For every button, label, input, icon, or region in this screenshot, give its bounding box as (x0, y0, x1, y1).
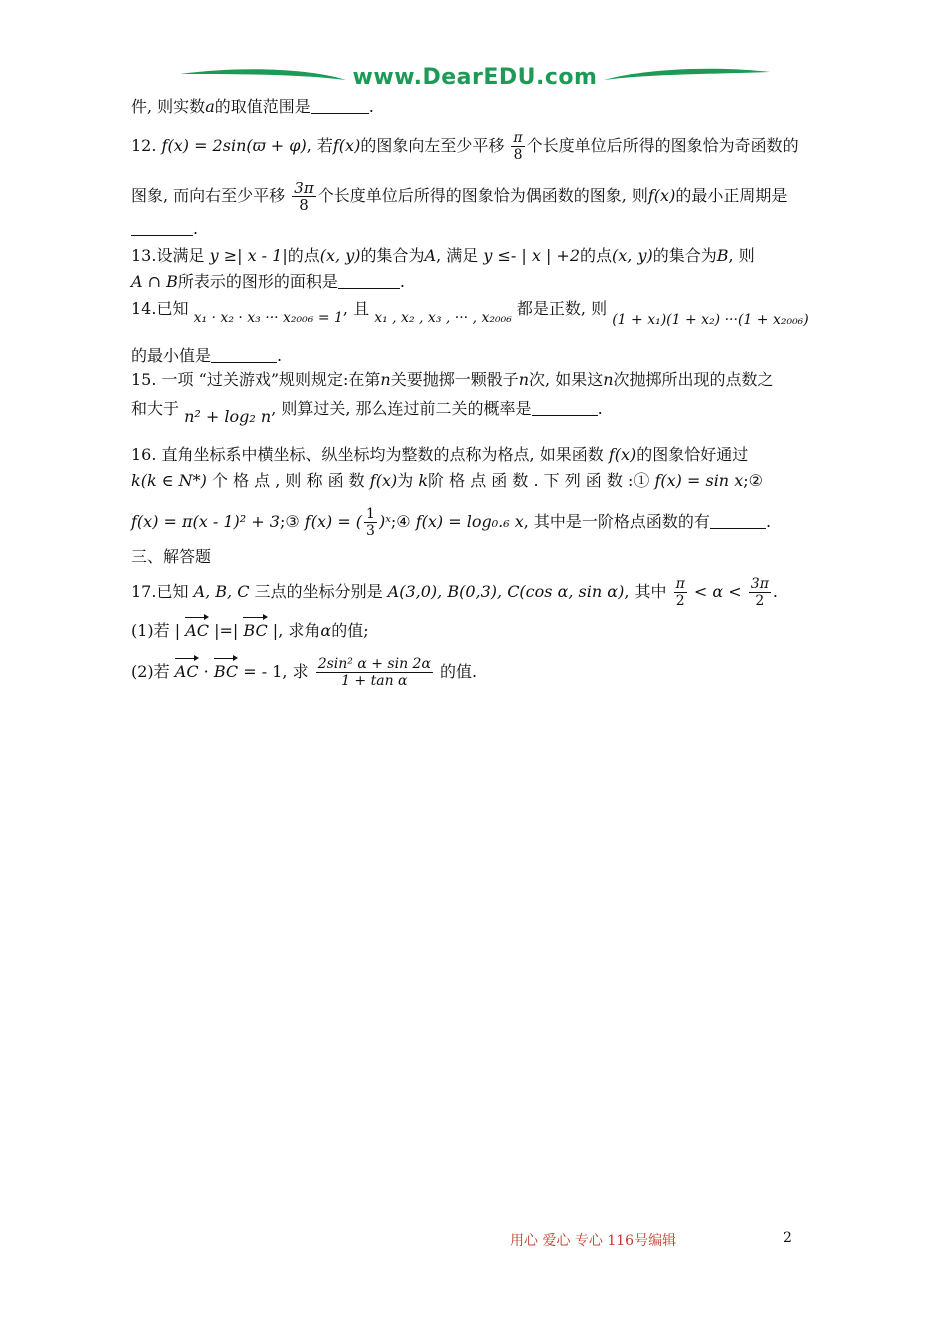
q16-line2 (131, 470, 763, 492)
text: 和大于 (131, 399, 180, 418)
fx: f(x) (369, 471, 398, 490)
fraction-expression (316, 656, 433, 689)
angle-alpha: α (320, 621, 332, 640)
text: 的最小值是 (131, 346, 212, 365)
text: , 其中是一阶格点函数的有 (523, 512, 710, 531)
function-4: f(x) = log₀.₆ x (415, 512, 524, 531)
numerator: 2sin² α + sin 2α (317, 656, 431, 672)
text: 件, 则实数 (131, 97, 206, 116)
coordinates: A(3,0), B(0,3), C(cos α, sin α) (387, 582, 625, 601)
text: 图象, 而向右至少平移 (131, 186, 286, 205)
text: 直角坐标系中横坐标、纵坐标均为整数的点称为格点, 如果函数 (161, 445, 604, 464)
points: A, B, C (193, 582, 250, 601)
inequality: < α < (693, 582, 742, 601)
question-number: 14. (131, 299, 157, 318)
numerator: π (675, 576, 685, 592)
text: 个长度单位后所得的图象恰为奇函数的 (526, 136, 799, 155)
fraction-one-third (364, 506, 377, 539)
text: . (597, 399, 603, 418)
text: 所表示的图形的面积是 (177, 272, 338, 291)
answer-blank (131, 221, 193, 236)
text: 已知 (156, 299, 189, 318)
text: 的集合为 (652, 246, 717, 265)
product-expression: x₁ · x₂ · x₃ ··· x₂₀₀₆ = 1 (193, 310, 343, 326)
text: 的取值范围是 (214, 97, 311, 116)
text: , 求 (282, 662, 309, 681)
sequence-expression: x₁ , x₂ , x₃ , ··· , x₂₀₀₆ (374, 310, 512, 326)
site-header (178, 62, 772, 94)
inequality-2: y ≤- | x | +2 (483, 246, 581, 265)
text: 的集合为 (360, 246, 425, 265)
text: , 求角 (278, 621, 321, 640)
q12-line2 (131, 180, 787, 213)
part-label: (2)若 (131, 662, 170, 681)
text: 次抛掷所出现的点数之 (613, 370, 774, 389)
denominator: 2 (675, 593, 685, 609)
text: . (368, 97, 374, 116)
text: 设满足 (156, 246, 205, 265)
denominator: 8 (299, 196, 309, 214)
text: 的最小正周期是 (675, 186, 788, 205)
equality: |=| (214, 621, 239, 640)
text: . (399, 272, 405, 291)
numerator: 3π (294, 179, 314, 197)
text: , 其中 (624, 582, 667, 601)
answer-blank (311, 99, 369, 114)
text: 的图象向左至少平移 (360, 136, 505, 155)
function-3-part: )ˣ (378, 512, 391, 531)
q11-tail (131, 96, 374, 118)
function-expression: f(x) = 2sin(ϖ + φ) (161, 136, 307, 155)
fx: f(x) (608, 445, 637, 464)
fx: f(x) (332, 136, 361, 155)
set-b: B (716, 246, 729, 265)
variable-n: n (518, 370, 530, 389)
q15-line1 (131, 369, 774, 391)
variable-a: a (205, 97, 215, 116)
question-number: 16. (131, 445, 157, 464)
site-logo-text[interactable]: www.DearEDU.com (352, 65, 598, 90)
fraction-3pi-over-2 (749, 576, 771, 609)
q12-line3 (131, 218, 198, 240)
text: 已知 (156, 582, 189, 601)
part-label: (1)若 (131, 621, 170, 640)
answer-blank (338, 274, 400, 289)
fraction-3pi-over-8 (292, 180, 315, 213)
variable-k: k (418, 471, 429, 490)
question-number: 12. (131, 136, 157, 155)
text: ;② (743, 471, 763, 490)
product-of-sums: (1 + x₁)(1 + x₂) ···(1 + x₂₀₀₆) (612, 312, 809, 328)
text: ;④ (390, 512, 411, 531)
q14-line1 (131, 298, 809, 328)
function-2: f(x) = π(x - 1)² + 3 (131, 512, 280, 531)
answer-blank (532, 401, 598, 416)
equality: = - 1 (243, 662, 283, 681)
function-3-part: f(x) = ( (304, 512, 363, 531)
q13-line2 (131, 271, 405, 293)
footer-text: 用心 爱心 专心 116号编辑 (510, 1233, 677, 1249)
vector-ac: AC (174, 662, 199, 681)
section-title: 三、解答题 (131, 547, 212, 566)
text: 个 格 点 , 则 称 函 数 (211, 471, 365, 490)
q13-line1 (131, 245, 755, 267)
text: , 且 (342, 299, 370, 318)
text: . (193, 219, 199, 238)
text: 的值. (440, 662, 478, 681)
text: 都是正数, 则 (516, 299, 608, 318)
section-3-heading (131, 546, 211, 568)
text: , 满足 (436, 246, 479, 265)
function-1: f(x) = sin x (654, 471, 744, 490)
denominator: 2 (755, 593, 765, 609)
vector-ac: AC (185, 621, 210, 640)
text: 为 (397, 471, 414, 490)
text: 的点 (580, 246, 613, 265)
fraction-pi-over-2 (674, 576, 687, 609)
text: 个长度单位后所得的图象恰为偶函数的图象, 则 (317, 186, 648, 205)
k-condition: k(k ∈ N*) (131, 471, 207, 490)
q12-line1 (131, 130, 799, 163)
variable-n: n (603, 370, 614, 389)
text: 一项 “过关游戏”规则规定:在第 (161, 370, 381, 389)
text: . (772, 582, 778, 601)
text: , 则 (728, 246, 755, 265)
q15-line2 (131, 398, 603, 426)
fx: f(x) (647, 186, 676, 205)
q16-line3 (131, 506, 771, 539)
text: 的点 (287, 246, 320, 265)
intersection: A ∩ B (131, 272, 178, 291)
page-number: 2 (783, 1230, 792, 1246)
denominator: 1 + tan α (341, 673, 408, 689)
variable-n: n (380, 370, 391, 389)
text: 关要抛掷一颗骰子 (390, 370, 519, 389)
numerator: 1 (366, 506, 375, 522)
question-number: 13. (131, 246, 157, 265)
text: , 则算过关, 那么连过前二关的概率是 (271, 399, 532, 418)
numerator: 3π (750, 576, 769, 592)
question-number: 15. (131, 370, 157, 389)
text: 次, 如果这 (529, 370, 604, 389)
text: 的图象恰好通过 (636, 445, 749, 464)
dot-operator: · (203, 662, 209, 681)
text: 三点的坐标分别是 (254, 582, 383, 601)
point: (x, y) (612, 246, 653, 265)
q17-line1 (131, 576, 778, 609)
text: 的值; (331, 621, 369, 640)
q14-line2 (131, 345, 282, 367)
set-a: A (424, 246, 437, 265)
q16-line1 (131, 444, 748, 466)
text: , 若 (306, 136, 333, 155)
answer-blank (710, 514, 766, 529)
threshold-expression: n² + log₂ n (184, 407, 272, 426)
text: . (277, 346, 283, 365)
text: ;③ (279, 512, 300, 531)
denominator: 3 (366, 523, 375, 539)
q17-part2 (131, 656, 477, 689)
numerator: π (513, 130, 523, 146)
text: . (765, 512, 772, 531)
text: 阶 格 点 函 数 . 下 列 函 数 :① (428, 471, 650, 490)
question-number: 17. (131, 582, 157, 601)
q17-part1: (1)若 | AC |=| BC |, 求角α的值; (131, 621, 369, 640)
answer-blank (211, 348, 277, 363)
vector-bc: BC (213, 662, 239, 681)
denominator: 8 (513, 147, 523, 163)
vector-bc: BC (243, 621, 268, 640)
inequality-1: y ≥| x - 1| (209, 246, 288, 265)
point: (x, y) (319, 246, 361, 265)
fraction-pi-over-8 (511, 130, 524, 163)
